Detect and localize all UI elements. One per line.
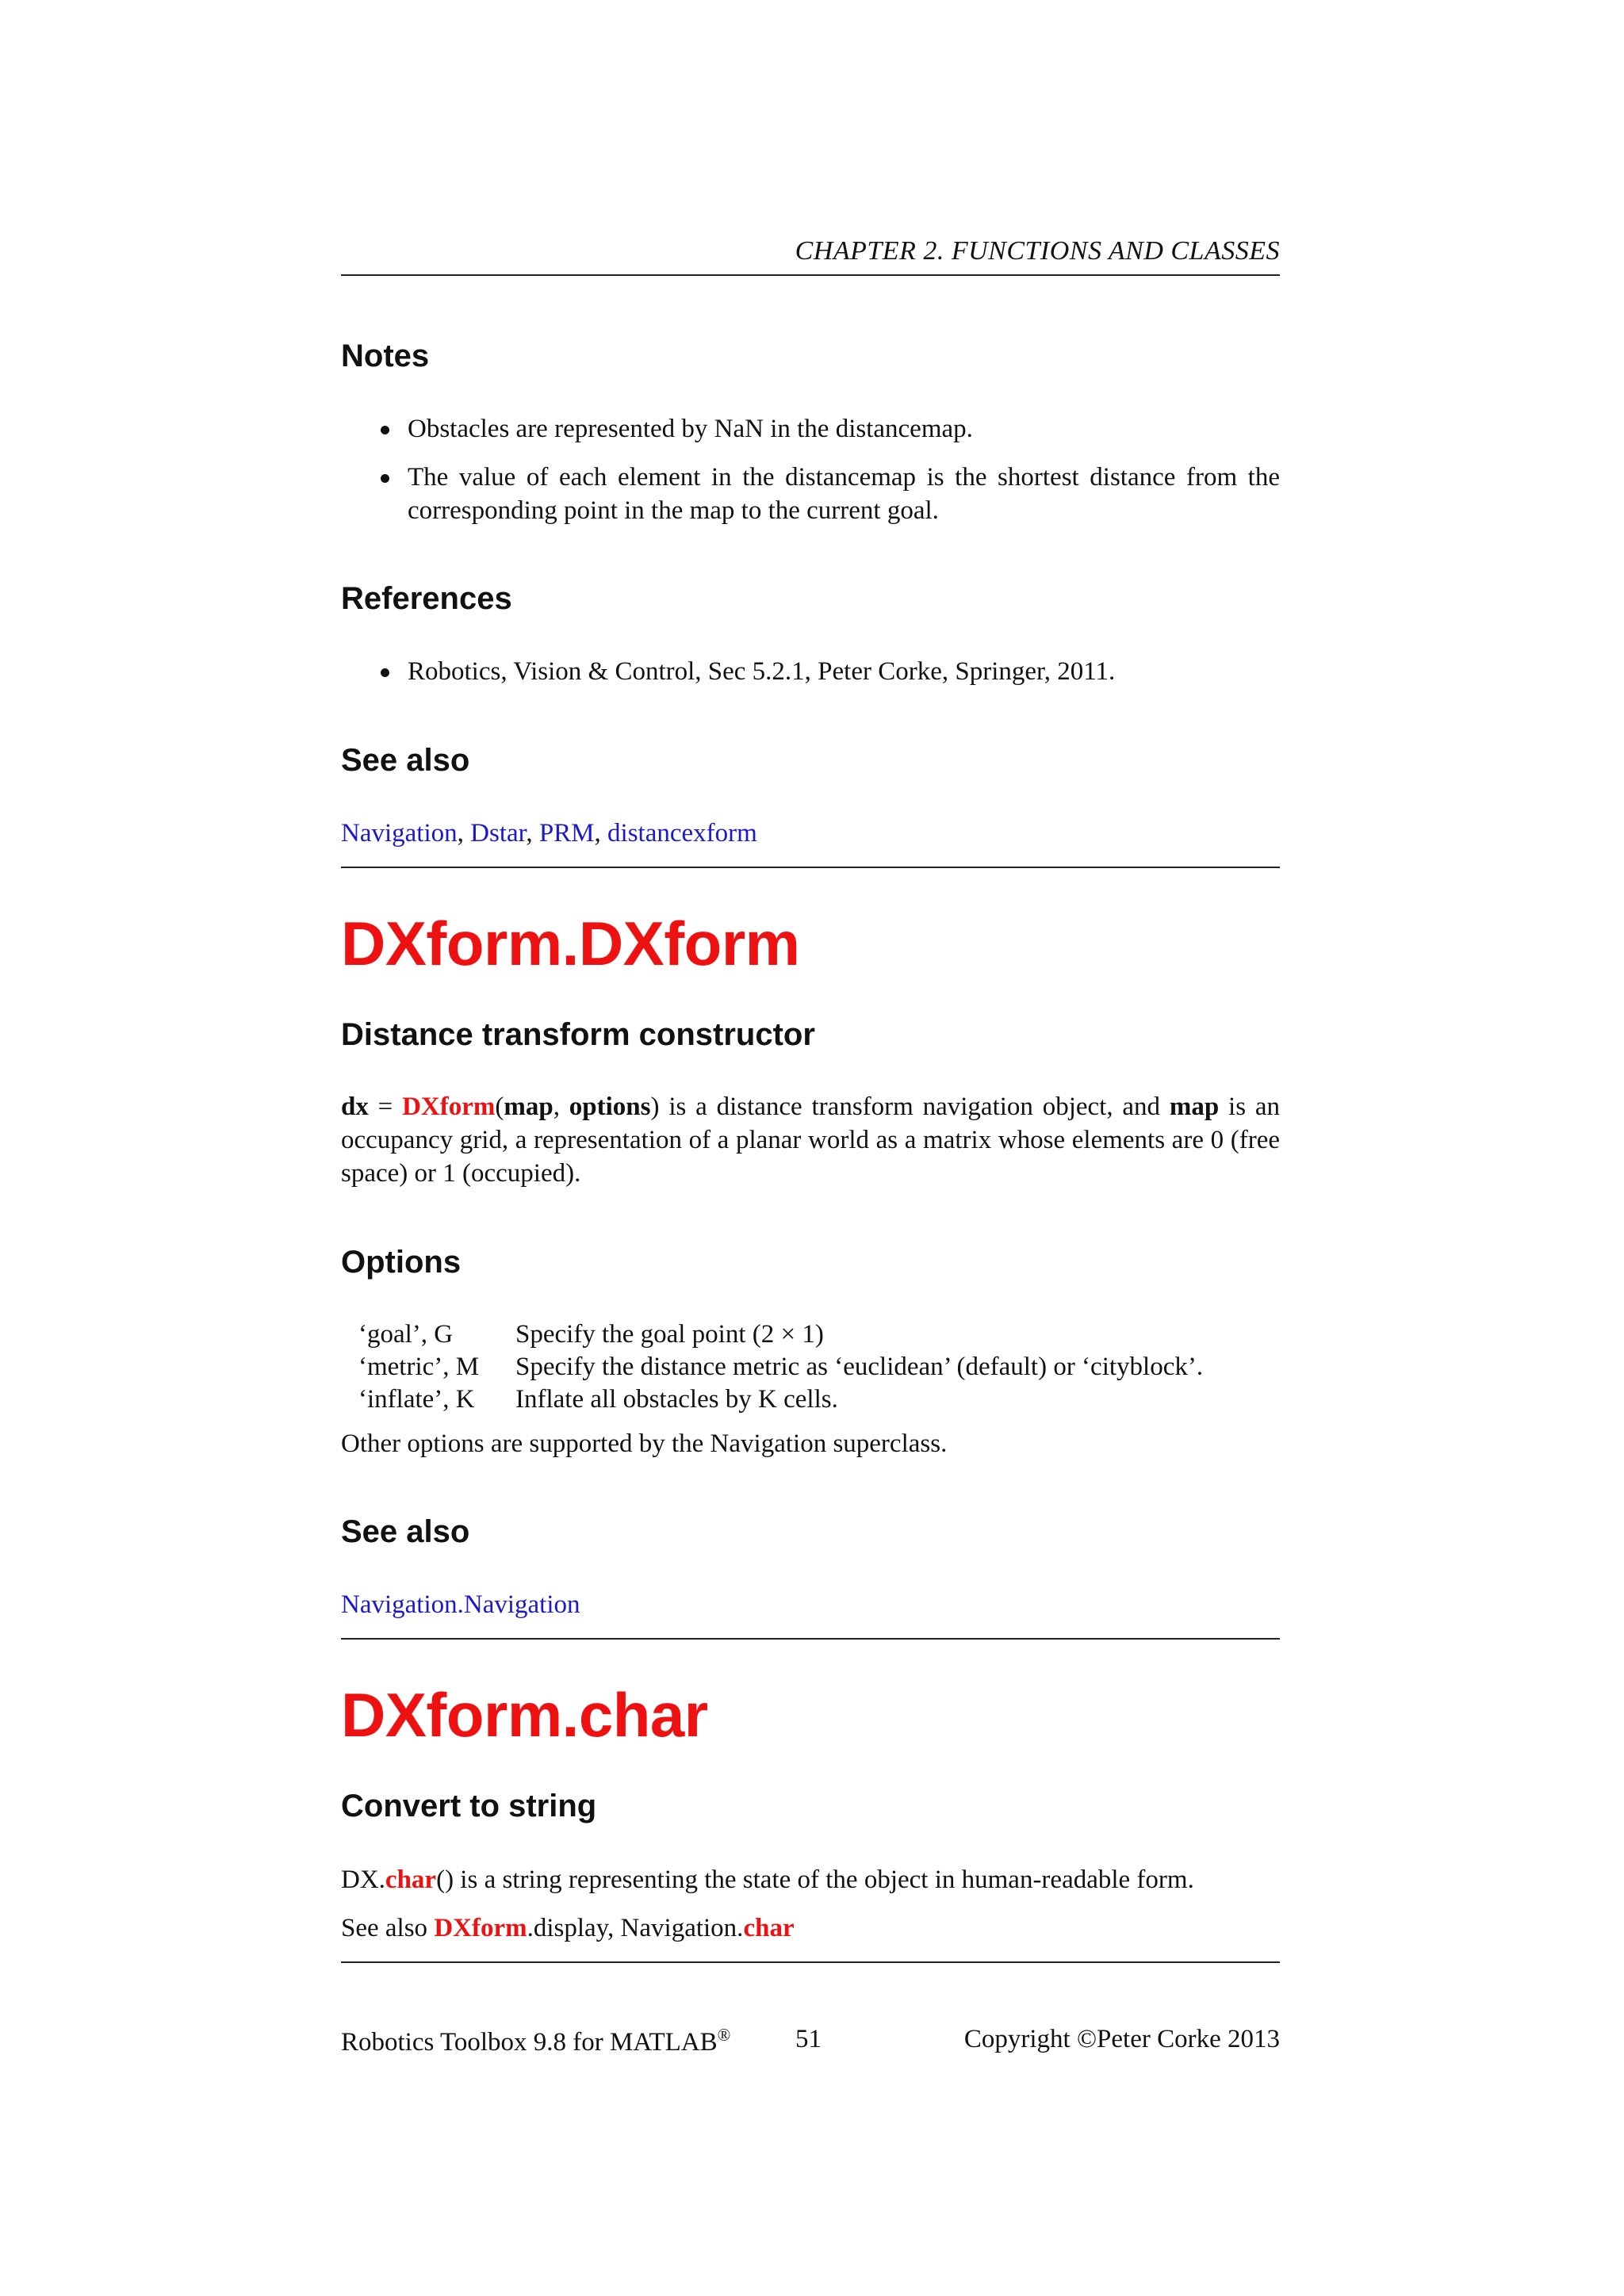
table-row: ‘metric’, M Specify the distance metric as ‘euclidean’ (default) or ‘cityblock’. [358, 1353, 1204, 1381]
other-options-text: Other options are supported by the Navigation superclass. [341, 1429, 948, 1458]
table-row: ‘inflate’, K Inflate all obstacles by K cells. [358, 1385, 838, 1414]
list-item: The value of each element in the distancemap is the shortest distance from the corresponding point in the map to the current goal. [381, 461, 1280, 527]
char-description: DX.char() is a string representing the state of the object in human-readable form. [341, 1866, 1194, 1894]
section-rule [341, 1638, 1280, 1640]
section-title-dxform-char: DXform.char [341, 1680, 708, 1750]
link-dstar[interactable]: Dstar [470, 819, 527, 848]
footer-left: Robotics Toolbox 9.8 for MATLAB® [341, 2025, 731, 2057]
section-subtitle: Convert to string [341, 1789, 597, 1823]
see-also-heading: See also [341, 1514, 470, 1549]
see-also-heading: See also [341, 743, 470, 778]
header-rule [341, 274, 1280, 276]
char-see-also: See also DXform.display, Navigation.char [341, 1914, 795, 1942]
link-navigation-navigation[interactable]: Navigation.Navigation [341, 1590, 580, 1619]
link-prm[interactable]: PRM [538, 819, 595, 848]
bullet-icon [381, 668, 389, 677]
bullet-icon [381, 426, 389, 434]
section-subtitle: Distance transform constructor [341, 1017, 815, 1052]
section-title-dxform-dxform: DXform.DXform [341, 909, 800, 978]
link-navigation[interactable]: Navigation [341, 819, 458, 848]
footer-rule [341, 1961, 1280, 1963]
bullet-icon [381, 474, 389, 483]
list-item: Obstacles are represented by NaN in the distancemap. [381, 412, 1280, 446]
link-distancexform[interactable]: distancexform [607, 819, 757, 848]
notes-heading: Notes [341, 339, 430, 373]
list-item: Robotics, Vision & Control, Sec 5.2.1, Peter Corke, Springer, 2011. [381, 655, 1280, 688]
options-heading: Options [341, 1245, 462, 1280]
options-table [341, 1318, 1203, 1416]
references-heading: References [341, 581, 512, 616]
constructor-description: dx = DXform(map, options) is a distance transform navigation object, and map is an occupancy grid, a representation of a planar world as a matrix whose elements are 0 (free space) or 1 (occupied). [341, 1093, 1280, 1188]
see-also-links [341, 1588, 580, 1621]
page-number: 51 [795, 2025, 822, 2053]
section-rule [341, 867, 1280, 868]
references-list [381, 655, 1280, 688]
notes-list [381, 412, 1280, 527]
footer-copyright: Copyright ©Peter Corke 2013 [963, 2025, 1280, 2053]
running-head: CHAPTER 2. FUNCTIONS AND CLASSES [795, 236, 1280, 266]
table-row: ‘goal’, G Specify the goal point (2 × 1) [358, 1320, 824, 1349]
see-also-links: Navigation, Dstar, PRM, distancexform [341, 819, 757, 848]
